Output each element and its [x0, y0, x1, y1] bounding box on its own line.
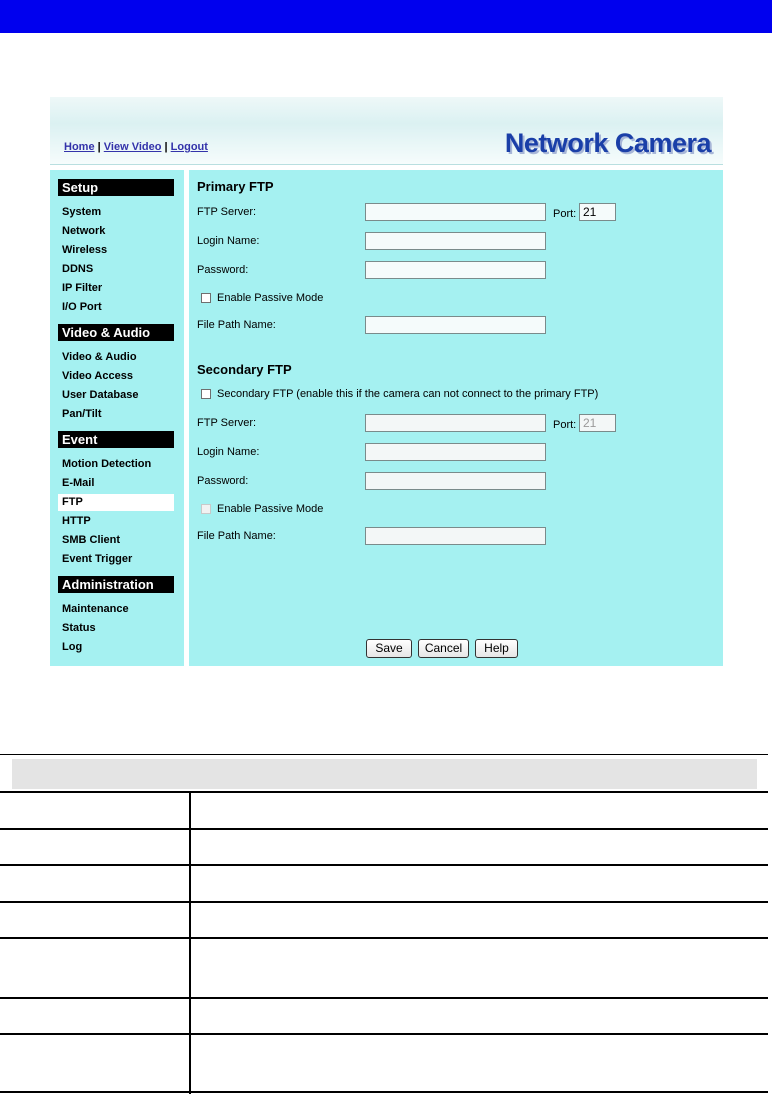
primary-login-label: Login Name: — [197, 235, 260, 247]
sidebar-item-system[interactable]: System — [62, 206, 102, 218]
table-row-line — [0, 901, 768, 903]
secondary-login-label: Login Name: — [197, 446, 260, 458]
secondary-port-label: Port: — [553, 419, 577, 431]
secondary-server-label: FTP Server: — [197, 417, 257, 429]
sidebar-item-smb-client[interactable]: SMB Client — [62, 534, 121, 546]
home-link[interactable]: Home — [64, 141, 95, 153]
secondary-login-input[interactable] — [365, 443, 546, 461]
secondary-path-label: File Path Name: — [197, 530, 276, 542]
sidebar-item-motion-detection[interactable]: Motion Detection — [62, 458, 152, 470]
secondary-password-input[interactable] — [365, 472, 546, 490]
secondary-enable-label: Secondary FTP (enable this if the camera can not connect to the primary FTP) — [217, 388, 599, 400]
table-row-line — [0, 1033, 768, 1035]
sidebar-item-pan-tilt[interactable]: Pan/Tilt — [62, 408, 102, 420]
secondary-passive-checkbox[interactable] — [201, 504, 211, 514]
sidebar-item-user-database[interactable]: User Database — [62, 389, 139, 401]
ftp-settings-panel — [189, 170, 723, 666]
help-button[interactable]: Help — [475, 639, 518, 658]
table-row-line — [0, 864, 768, 866]
sidebar-item-video-audio[interactable]: Video & Audio — [62, 351, 137, 363]
primary-path-label: File Path Name: — [197, 319, 276, 331]
table-row-line — [0, 828, 768, 830]
secondary-path-input[interactable] — [365, 527, 546, 545]
primary-port-label: Port: — [553, 208, 577, 220]
primary-login-input[interactable] — [365, 232, 546, 250]
table-row-line — [0, 937, 768, 939]
view-video-link[interactable]: View Video — [103, 141, 162, 153]
primary-password-input[interactable] — [365, 261, 546, 279]
primary-passive-label: Enable Passive Mode — [217, 292, 324, 304]
secondary-passive-label: Enable Passive Mode — [217, 503, 324, 515]
cancel-button[interactable]: Cancel — [418, 639, 469, 658]
camera-header — [50, 97, 723, 165]
sidebar-item-ip-filter[interactable]: IP Filter — [62, 282, 103, 294]
table-row-line — [0, 1091, 768, 1093]
settings-sidebar — [50, 170, 184, 666]
sidebar-section-setup: Setup — [58, 179, 174, 196]
primary-password-label: Password: — [197, 264, 249, 276]
secondary-password-label: Password: — [197, 475, 249, 487]
primary-server-input[interactable] — [365, 203, 546, 221]
primary-passive-checkbox[interactable] — [201, 293, 211, 303]
sidebar-item-ftp[interactable]: FTP — [58, 494, 174, 511]
table-column-divider — [189, 792, 191, 1094]
top-banner — [0, 0, 772, 33]
sidebar-item-maintenance[interactable]: Maintenance — [62, 603, 129, 615]
camera-ui-screenshot — [50, 97, 723, 666]
network-camera-logo: Network Camera — [504, 128, 711, 158]
sidebar-item-http[interactable]: HTTP — [62, 515, 91, 527]
primary-port-input[interactable] — [579, 203, 616, 221]
primary-path-input[interactable] — [365, 316, 546, 334]
sidebar-item-network[interactable]: Network — [62, 225, 106, 237]
sidebar-item-status[interactable]: Status — [62, 622, 96, 634]
sidebar-section-event: Event — [58, 431, 174, 448]
save-button[interactable]: Save — [366, 639, 412, 658]
table-row-line — [0, 791, 768, 793]
sidebar-item-io-port[interactable]: I/O Port — [62, 301, 102, 313]
sidebar-item-ddns[interactable]: DDNS — [62, 263, 94, 275]
primary-ftp-title: Primary FTP — [197, 179, 274, 194]
sidebar-item-video-access[interactable]: Video Access — [62, 370, 133, 382]
primary-server-label: FTP Server: — [197, 206, 257, 218]
sidebar-item-email[interactable]: E-Mail — [62, 477, 95, 489]
table-header-row — [12, 759, 757, 789]
sidebar-item-log[interactable]: Log — [62, 641, 83, 653]
secondary-server-input[interactable] — [365, 414, 546, 432]
link-separator: | — [164, 141, 168, 153]
sidebar-section-video-audio: Video & Audio — [58, 324, 174, 341]
logout-link[interactable]: Logout — [170, 141, 208, 153]
secondary-ftp-title: Secondary FTP — [197, 362, 292, 377]
sidebar-item-event-trigger[interactable]: Event Trigger — [62, 553, 133, 565]
header-links — [64, 141, 208, 153]
table-row-line — [0, 997, 768, 999]
secondary-port-input[interactable] — [579, 414, 616, 432]
link-separator: | — [97, 141, 101, 153]
sidebar-section-administration: Administration — [58, 576, 174, 593]
sidebar-item-wireless[interactable]: Wireless — [62, 244, 108, 256]
table-top-border — [0, 754, 768, 755]
secondary-enable-checkbox[interactable] — [201, 389, 211, 399]
